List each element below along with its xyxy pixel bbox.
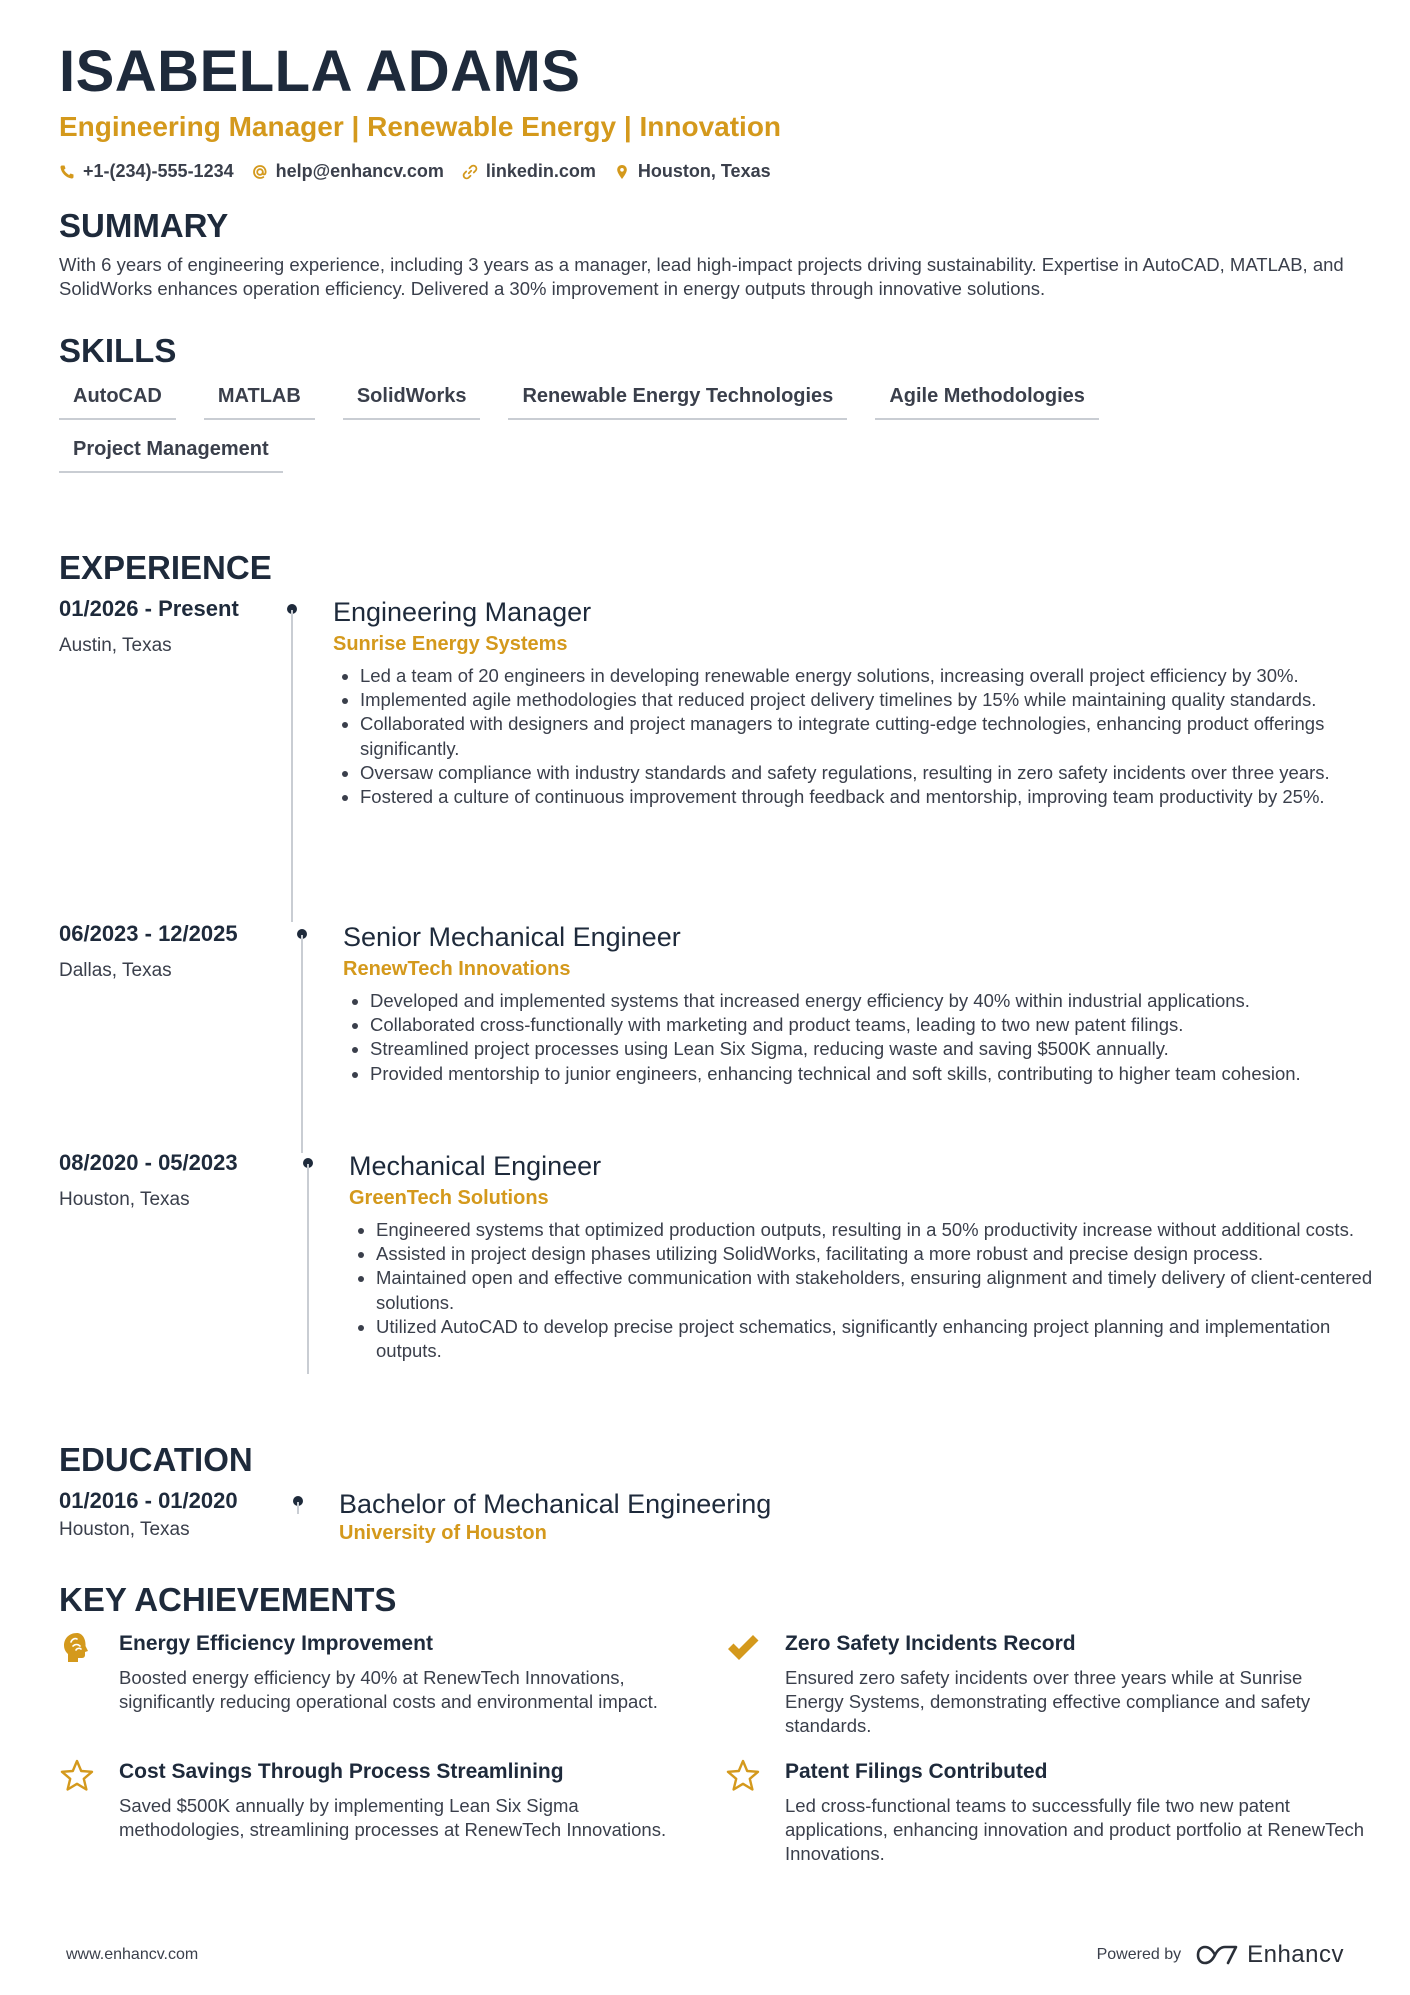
timeline-line xyxy=(291,610,293,922)
skills-section xyxy=(59,331,1351,473)
contact-phone[interactable] xyxy=(59,161,234,182)
star-icon xyxy=(59,1758,95,1794)
achievement-title: Zero Safety Incidents Record xyxy=(785,1632,1076,1655)
experience-dates: 06/2023 - 12/2025 xyxy=(59,921,238,946)
list-item: • Oversaw compliance with industry standards and safety regulations, resulting in zero safety incidents over three years. xyxy=(360,761,1410,785)
experience-location: Austin, Texas xyxy=(59,635,172,656)
skill-tag: Project Management xyxy=(59,438,283,473)
achievements-section xyxy=(59,1580,1365,1880)
company-name: GreenTech Solutions xyxy=(349,1187,549,1209)
timeline-line xyxy=(297,1502,299,1514)
at-sign-icon xyxy=(252,164,268,180)
degree-title: Bachelor of Mechanical Engineering xyxy=(339,1489,772,1519)
skill-tag: MATLAB xyxy=(204,385,315,420)
education-dates: 01/2016 - 01/2020 xyxy=(59,1488,238,1513)
summary-heading: SUMMARY xyxy=(59,207,229,245)
phone-icon xyxy=(59,164,75,180)
achievement-item xyxy=(725,1758,1365,1878)
experience-entry xyxy=(59,921,1359,1141)
education-entry xyxy=(59,1488,1359,1558)
company-name: RenewTech Innovations xyxy=(343,958,571,980)
company-name: Sunrise Energy Systems xyxy=(333,633,568,655)
achievement-item xyxy=(59,1758,667,1878)
skill-tag: SolidWorks xyxy=(343,385,481,420)
list-item: • Streamlined project processes using Lean Six Sigma, reducing waste and saving $500K annually. xyxy=(370,1037,1403,1061)
achievement-list xyxy=(349,1218,1399,1363)
experience-details xyxy=(333,596,1410,809)
headline: Engineering Manager | Renewable Energy | Innovation xyxy=(59,110,782,142)
list-item: • Developed and implemented systems that increased energy efficiency by 40% within industrial applications. xyxy=(370,989,1403,1013)
brand-name: Enhancv xyxy=(1247,1941,1344,1968)
job-title: Senior Mechanical Engineer xyxy=(343,922,681,952)
skills-heading: SKILLS xyxy=(59,331,177,369)
list-item: • Collaborated cross-functionally with marketing and product teams, leading to two new patent filings. xyxy=(370,1013,1403,1037)
job-title: Mechanical Engineer xyxy=(349,1151,602,1181)
education-meta xyxy=(59,1488,299,1541)
linkedin-text: linkedin.com xyxy=(485,161,596,182)
experience-details xyxy=(349,1150,1399,1363)
experience-entry xyxy=(59,1150,1373,1410)
list-item: • Utilized AutoCAD to develop precise project schematics, significantly enhancing project planning and implementation outputs. xyxy=(376,1315,1399,1363)
education-heading: EDUCATION xyxy=(59,1441,253,1478)
skill-tag: Renewable Energy Technologies xyxy=(508,385,847,420)
achievement-list xyxy=(343,989,1403,1086)
education-section xyxy=(59,1440,1359,1560)
list-item: • Collaborated with designers and project managers to integrate cutting-edge technologies, enhancing product offerings significantly. xyxy=(360,712,1410,760)
achievement-title: Patent Filings Contributed xyxy=(785,1760,1048,1783)
list-item: • Led a team of 20 engineers in developing renewable energy solutions, increasing overall project efficiency by 30%. xyxy=(360,664,1410,688)
achievement-item xyxy=(59,1630,658,1750)
experience-location: Dallas, Texas xyxy=(59,960,172,981)
experience-meta xyxy=(59,596,299,657)
candidate-name: ISABELLA ADAMS xyxy=(59,39,581,104)
skill-tag: AutoCAD xyxy=(59,385,176,420)
timeline-line xyxy=(301,935,303,1153)
skills-list xyxy=(59,385,1179,473)
footer-website-link[interactable]: www.enhancv.com xyxy=(66,1946,199,1963)
footer xyxy=(66,1935,1344,1975)
powered-by-text: Powered by xyxy=(1096,1946,1182,1963)
contact-location xyxy=(614,161,771,182)
experience-location: Houston, Texas xyxy=(59,1189,190,1210)
list-item: • Provided mentorship to junior engineers, enhancing technical and soft skills, contributing to higher team cohesion. xyxy=(370,1062,1403,1086)
list-item: • Engineered systems that optimized production outputs, resulting in a 50% productivity increase without additional costs. xyxy=(376,1218,1399,1242)
achievement-title: Cost Savings Through Process Streamlining xyxy=(119,1760,564,1783)
location-pin-icon xyxy=(614,164,630,180)
checkmark-icon xyxy=(725,1630,761,1666)
experience-entry xyxy=(59,596,1359,916)
list-item: • Implemented agile methodologies that reduced project delivery timelines by 15% while maintaining quality standards. xyxy=(360,688,1410,712)
experience-heading: EXPERIENCE xyxy=(59,549,272,586)
enhancv-logo[interactable] xyxy=(1195,1941,1344,1969)
experience-dates: 08/2020 - 05/2023 xyxy=(59,1150,238,1175)
experience-meta xyxy=(59,1150,299,1211)
experience-meta xyxy=(59,921,299,982)
link-icon xyxy=(462,164,478,180)
achievement-description: Led cross-functional teams to successfully file two new patent applications, enhancing innovation and product portfolio at RenewTech Innovations. xyxy=(785,1795,1365,1865)
summary-section xyxy=(59,206,1351,301)
list-item: • Maintained open and effective communication with stakeholders, ensuring alignment and timely delivery of client-centered solutions. xyxy=(376,1266,1399,1314)
timeline-line xyxy=(307,1164,309,1374)
enhancv-logo-icon xyxy=(1195,1943,1239,1967)
experience-details xyxy=(343,921,1403,1086)
job-title: Engineering Manager xyxy=(333,597,592,627)
education-details xyxy=(339,1488,1239,1546)
experience-section xyxy=(59,548,1373,1362)
skill-tag: Agile Methodologies xyxy=(875,385,1099,420)
footer-branding xyxy=(1097,1941,1344,1969)
summary-text: With 6 years of engineering experience, including 3 years as a manager, lead high-impact projects driving sustainability. Expertise in AutoCAD, MATLAB, and SolidWorks enhances operation efficiency. Delivered a 30% improvement in energy outputs through innovative solutions. xyxy=(59,253,1344,299)
achievement-description: Boosted energy efficiency by 40% at RenewTech Innovations, significantly reducing operational costs and environmental impact. xyxy=(119,1667,658,1713)
contact-linkedin[interactable] xyxy=(462,161,596,182)
contact-email[interactable] xyxy=(252,161,444,182)
list-item: • Fostered a culture of continuous improvement through feedback and mentorship, improving team productivity by 25%. xyxy=(360,785,1410,809)
email-text: help@enhancv.com xyxy=(275,161,444,182)
contact-row xyxy=(59,161,1351,182)
achievements-heading: KEY ACHIEVEMENTS xyxy=(59,1581,397,1618)
star-icon xyxy=(725,1758,761,1794)
achievement-list xyxy=(333,664,1410,809)
location-text: Houston, Texas xyxy=(637,161,771,182)
achievement-description: Ensured zero safety incidents over three years while at Sunrise Energy Systems, demonstrating effective compliance and safety standards. xyxy=(785,1667,1311,1737)
list-item: • Assisted in project design phases utilizing SolidWorks, facilitating a more robust and precise design process. xyxy=(376,1242,1399,1266)
achievement-title: Energy Efficiency Improvement xyxy=(119,1632,433,1655)
achievement-description: Saved $500K annually by implementing Lean Six Sigma methodologies, streamlining processes at RenewTech Innovations. xyxy=(119,1795,667,1841)
school-name: University of Houston xyxy=(339,1522,547,1544)
experience-dates: 01/2026 - Present xyxy=(59,596,239,621)
brain-icon xyxy=(59,1630,95,1666)
phone-text: +1-(234)-555-1234 xyxy=(83,161,234,182)
education-location: Houston, Texas xyxy=(59,1519,190,1540)
achievement-item xyxy=(725,1630,1315,1750)
